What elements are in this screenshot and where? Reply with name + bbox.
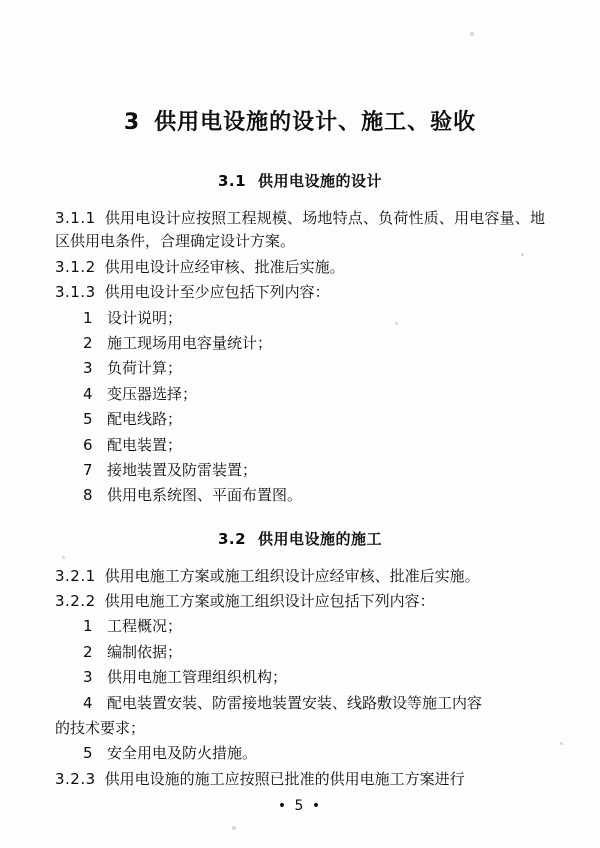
list-item-number: 1 bbox=[83, 308, 93, 327]
section-number: 3.1 bbox=[217, 172, 247, 190]
paragraph-text: 供用电施工方案或施工组织设计应经审核、批准后实施。 bbox=[104, 566, 480, 585]
list-item bbox=[55, 742, 545, 765]
list-item-text: 配电线路； bbox=[107, 410, 183, 429]
section-title-text: 供用电设施的设计 bbox=[258, 172, 383, 190]
chapter-title-text: 供用电设施的设计、施工、验收 bbox=[154, 110, 477, 135]
list-item-text: 施工现场用电容量统计； bbox=[107, 333, 273, 352]
list-item-number: 6 bbox=[83, 435, 93, 454]
page-content bbox=[55, 105, 545, 793]
list-item-number: 4 bbox=[83, 693, 93, 712]
scan-speck bbox=[470, 32, 474, 36]
paragraph-label: 3.1.3 bbox=[55, 283, 96, 302]
list-item-text: 配电装置； bbox=[107, 435, 183, 454]
list-item-continuation: 的技术要求； bbox=[55, 719, 146, 738]
paragraph-label: 3.1.1 bbox=[55, 209, 96, 227]
list-item bbox=[55, 357, 545, 380]
list-item-number: 5 bbox=[83, 410, 93, 429]
paragraph-text: 供用电设计应按照工程规模、场地特点、负荷性质、用电容量、地区供用电条件，合理确定设计方案。 bbox=[55, 209, 545, 251]
list-item bbox=[55, 332, 545, 355]
list-item-number: 1 bbox=[83, 617, 93, 636]
list-item-text: 供用电系统图、平面布置图。 bbox=[107, 486, 303, 505]
list-item bbox=[55, 666, 545, 689]
section-title-text: 供用电设施的施工 bbox=[258, 529, 383, 548]
list-item-number: 3 bbox=[83, 359, 93, 378]
scan-speck bbox=[232, 826, 236, 830]
list-item-text: 安全用电及防火措施。 bbox=[107, 744, 258, 763]
list-item bbox=[55, 434, 545, 457]
paragraph-label: 3.1.2 bbox=[55, 257, 96, 276]
paragraph-3-2-1 bbox=[55, 565, 545, 588]
paragraph-text: 供用电施工方案或施工组织设计应包括下列内容： bbox=[104, 592, 435, 611]
list-item-number: 8 bbox=[83, 486, 93, 505]
list-item bbox=[55, 615, 545, 638]
list-item bbox=[55, 641, 545, 664]
list-item bbox=[55, 692, 545, 715]
paragraph-label: 3.2.2 bbox=[55, 592, 96, 611]
list-item-text: 设计说明； bbox=[107, 308, 183, 327]
paragraph-text: 供用电设计至少应包括下列内容： bbox=[104, 283, 330, 302]
section-title-3-1 bbox=[55, 170, 545, 191]
list-item-number: 2 bbox=[83, 642, 93, 661]
list-item bbox=[55, 307, 545, 330]
paragraph-3-2-3 bbox=[55, 768, 545, 791]
list-item-text: 变压器选择； bbox=[107, 384, 198, 403]
paragraph-text: 供用电设计应经审核、批准后实施。 bbox=[104, 257, 345, 276]
paragraph-label: 3.2.1 bbox=[55, 566, 96, 585]
list-item-number: 5 bbox=[83, 744, 93, 763]
list-item-text: 配电装置安装、防雷接地装置安装、线路敷设等施工内容 bbox=[107, 693, 483, 712]
paragraph-3-1-1 bbox=[55, 207, 545, 254]
paragraph-3-2-2 bbox=[55, 590, 545, 613]
list-item-text: 接地装置及防雷装置； bbox=[107, 460, 258, 479]
section-title-3-2 bbox=[55, 528, 545, 549]
list-item-number: 2 bbox=[83, 333, 93, 352]
paragraph-3-1-3 bbox=[55, 281, 545, 304]
chapter-number: 3 bbox=[123, 110, 141, 135]
paragraph-text: 供用电设施的施工应按照已批准的供用电施工方案进行 bbox=[104, 769, 465, 788]
list-item-number: 3 bbox=[83, 668, 93, 687]
list-item-text: 工程概况； bbox=[107, 617, 183, 636]
list-item-number: 4 bbox=[83, 384, 93, 403]
paragraph-label: 3.2.3 bbox=[55, 769, 96, 788]
list-item-text: 负荷计算； bbox=[107, 359, 183, 378]
paragraph-3-1-2 bbox=[55, 256, 545, 279]
list-item-text: 供用电施工管理组织机构； bbox=[107, 668, 288, 687]
section-gap bbox=[55, 510, 545, 528]
list-item bbox=[55, 383, 545, 406]
list-item-text: 编制依据； bbox=[107, 642, 183, 661]
section-number: 3.2 bbox=[217, 529, 247, 548]
list-item bbox=[55, 484, 545, 507]
list-item-number: 7 bbox=[83, 460, 93, 479]
page-number: • 5 • bbox=[277, 798, 323, 814]
chapter-title bbox=[55, 105, 545, 136]
list-item bbox=[55, 459, 545, 482]
scan-speck bbox=[560, 742, 563, 745]
list-item bbox=[55, 408, 545, 431]
